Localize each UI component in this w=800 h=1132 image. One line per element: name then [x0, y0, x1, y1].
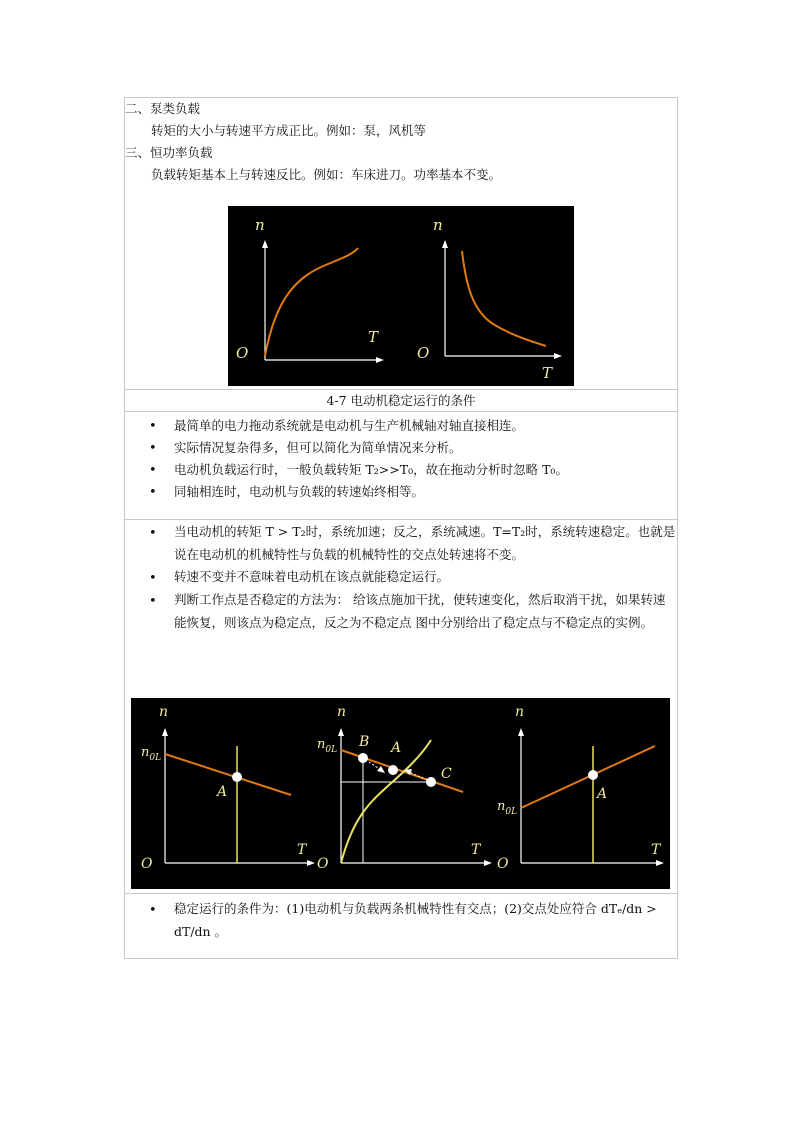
p2-point-b: B	[359, 734, 370, 750]
row-load-types	[125, 98, 677, 390]
p2-point-a: A	[391, 740, 402, 756]
p1-n0-label: $n_{0L}$	[141, 745, 162, 763]
p3-origin: O	[497, 856, 509, 872]
section-caption: 4-7 电动机稳定运行的条件	[326, 393, 476, 408]
list1-item: 实际情况复杂得多，但可以简化为简单情况来分析。	[174, 440, 462, 455]
row-list2	[125, 520, 677, 894]
list2-item: 转速不变并不意味着电动机在该点就能稳定运行。	[174, 569, 450, 584]
list3-item: 稳定运行的条件为：(1)电动机与负载两条机械特性有交点；(2)交点处应符合 dTₑ/dn > dT/dn 。	[174, 901, 657, 939]
fig1-left-y-label: n	[255, 216, 265, 234]
row-list3	[125, 894, 677, 958]
bullet-icon: •	[149, 903, 157, 918]
row-list1	[125, 412, 677, 520]
section2-desc: 转矩的大小与转速平方成正比。例如：泵，风机等	[151, 123, 427, 138]
bullet-icon: •	[149, 485, 157, 500]
p2-origin: O	[317, 856, 329, 872]
p3-x-label: T	[651, 842, 661, 858]
section3-heading: 三、恒功率负载	[125, 145, 213, 160]
p1-point-a: A	[217, 784, 228, 800]
fig1-right-x-label: T	[542, 364, 553, 382]
row-caption	[125, 390, 677, 412]
bullet-icon: •	[149, 441, 157, 456]
bullet-icon: •	[149, 526, 157, 541]
fig1-left-x-label: T	[368, 328, 379, 346]
fig1-right-origin: O	[417, 344, 430, 362]
p1-y-label: n	[159, 704, 169, 720]
p3-n0-label: $n_{0L}$	[497, 799, 518, 817]
p2-n0-label: $n_{0L}$	[317, 737, 338, 755]
bullet-icon: •	[149, 571, 157, 586]
bullet-icon: •	[149, 463, 157, 478]
p3-point-a: A	[597, 786, 608, 802]
list1-item: 电动机负载运行时，一般负载转矩 T₂>>T₀，故在拖动分析时忽略 T₀。	[174, 462, 568, 477]
content-table	[124, 97, 678, 959]
p2-y-label: n	[337, 704, 347, 720]
p2-x-label: T	[471, 842, 481, 858]
load-curves-figure	[228, 206, 574, 386]
fig1-left-origin: O	[236, 344, 249, 362]
section3-desc: 负载转矩基本上与转速反比。例如：车床进刀。功率基本不变。	[151, 167, 502, 182]
list1-item: 同轴相连时，电动机与负载的转速始终相等。	[174, 484, 425, 499]
stability-figure	[131, 698, 670, 889]
list2-item: 判断工作点是否稳定的方法为： 给该点施加干扰，使转速变化，然后取消干扰，如果转速能恢复，则该点为稳定点，反之为不稳定点 图中分别给出了稳定点与不稳定点的实例。	[174, 592, 666, 630]
section2-heading: 二、泵类负载	[125, 101, 201, 116]
list2-item: 当电动机的转矩 T > T₂时，系统加速；反之，系统减速。T=T₂时，系统转速稳定。也就是说在电动机的机械特性与负载的机械特性的交点处转速将不变。	[174, 524, 676, 562]
p2-point-c: C	[441, 766, 452, 782]
p3-y-label: n	[515, 704, 525, 720]
bullet-icon: •	[149, 594, 157, 609]
p1-x-label: T	[297, 842, 307, 858]
bullet-icon: •	[149, 419, 157, 434]
list1-item: 最简单的电力拖动系统就是电动机与生产机械轴对轴直接相连。	[174, 418, 525, 433]
p1-origin: O	[141, 856, 153, 872]
fig1-right-y-label: n	[433, 216, 443, 234]
